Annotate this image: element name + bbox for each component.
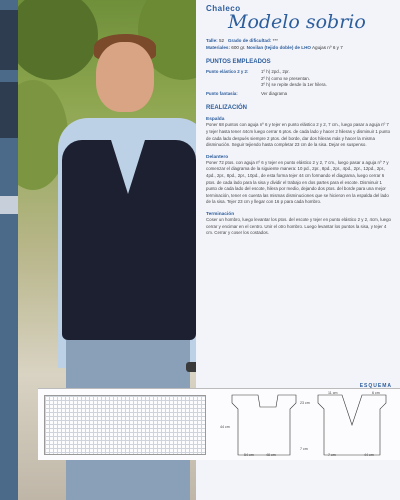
measure-label: 48 cm [266, 453, 276, 457]
vest-neckline [106, 124, 150, 194]
delantero-title: Delantero [206, 154, 229, 160]
talle-label: Talle: [206, 38, 218, 43]
measure-label: 44 cm [364, 453, 374, 457]
page-title: Modelo sobrio [228, 11, 366, 33]
fantasia-value: Ver diagrama [261, 90, 288, 96]
front-piece-outline [318, 395, 386, 455]
elastico-line: 2º h) como se presentan. [261, 75, 310, 81]
terminacion-title: Terminación [206, 211, 235, 217]
elastico-label: Punto elástico 2 y 2: [206, 69, 249, 74]
fantasia-row [206, 91, 392, 98]
page-kicker: Chaleco [206, 4, 241, 13]
delantero-text: Poner 72 ptos. con aguja nº 6 y tejer en punto elástico 2 y 2, 7 cm., luego pasar a aguja nº 7 y comenzar el diagrama de la siguiente manera: 10 pd., 2pr., 8pd., 2pr., 4pd., 2pr., 12pd., 2pr., 4pd., 2pr., 8pd., 2pr., 10pd., de esta forma tejer 44 cm formando el diagrama, luego cerrar 6 ptos. de cada lado para la sisa y dividir el trabajo en dos partes para el escote. Disminuir 1 punto de cada lado del escote, hilera por medio, dejando dos ptos. del borde para una mejor terminación, tener en cuenta las mismas disminuciones que se hicieron en la espalda del lado de la sisa. Tejer 23 cm y llegar con 16 p para cada hombro. [206, 159, 389, 205]
diagram-panel [38, 383, 400, 460]
elastico-line: 1º h) 2pd., 2pr. [261, 69, 290, 74]
espalda-text: Poner 68 puntos con aguja nº 6 y tejer en punto elástico 2 y 2, 7 cm., luego pasar a aguja nº 7 y tejer hasta tener 44cm luego cerrar 6 ptos. de cada lado y hacer 2 hileras y disminuir 1 punto de cada lado después siempre 2 ptos. del borde, dar dos hileras más y hacer la misma disminución. Seguir tejiendo hasta completar 23 cm de la sisa. Dejar en suspenso. [206, 122, 391, 148]
measure-label: 11 cm [328, 391, 338, 395]
fantasia-label: Punto fantasía: [206, 90, 238, 96]
puntos-heading: PUNTOS EMPLEADOS [206, 59, 271, 65]
measure-label: 7 cm [328, 453, 336, 457]
talle-value: 52 [218, 38, 225, 43]
dificultad-value: *** [272, 38, 278, 43]
materiales-value: 600 gr. [231, 45, 246, 50]
measure-label: 6 cm [372, 391, 380, 395]
measure-label: 54 cm [244, 453, 254, 457]
measure-label: 23 cm [300, 401, 310, 405]
back-piece-outline [232, 395, 296, 455]
yarn-value: Agujas nº 6 y 7 [311, 45, 343, 50]
dificultad-label: Grado de dificultad: [227, 38, 272, 43]
yarn-label: Novilan (tejido doble) de LHO [246, 45, 311, 50]
esquema-label: ESQUEMA [359, 383, 392, 389]
model-face [96, 42, 154, 112]
measure-label: 44 cm [220, 425, 230, 429]
terminacion-text: Coser un hombro, luego levantar los ptos. del escote y tejer en punto elástico 2 y 2, 4cm, luego cerrar y encimar en el centro. Unir el otro hombro. Luego levantar los puntos la sisa, y tejer 4 cm. Cerrar y coser los costados. [206, 216, 392, 236]
realizacion-heading: REALIZACIÓN [206, 105, 247, 112]
espalda-title: Espalda [206, 117, 225, 123]
garment-schematic [38, 389, 400, 461]
measure-label: 7 cm [300, 447, 308, 451]
foliage [18, 0, 98, 80]
elastico-row [206, 69, 392, 76]
materiales-label: Materiales: [206, 45, 231, 50]
elastico-line: 3º h) se repite desde la 1er hilera. [261, 82, 327, 88]
meta-block [206, 37, 392, 51]
